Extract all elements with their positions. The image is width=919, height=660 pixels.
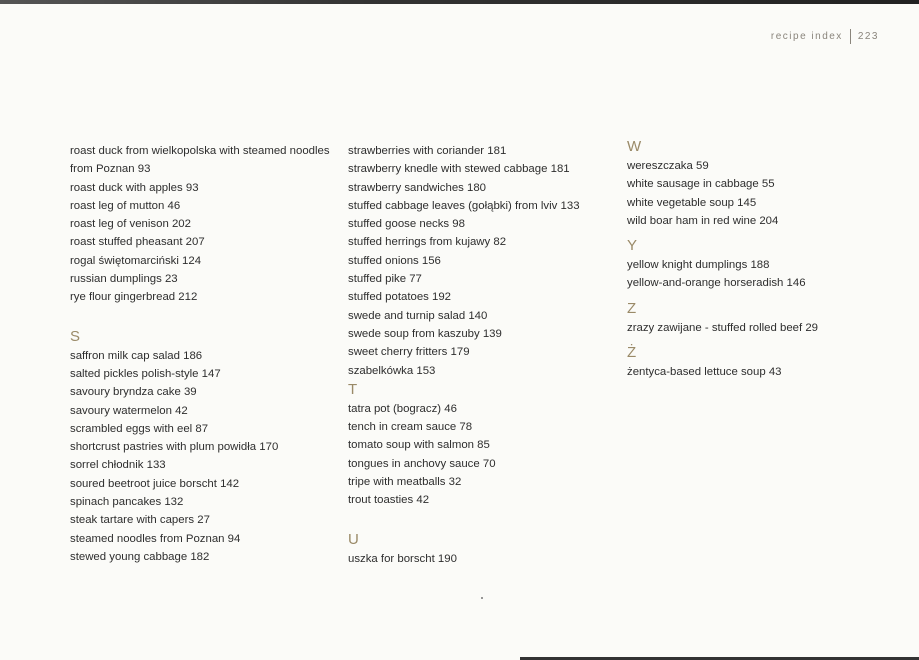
index-entry: strawberry sandwiches 180 <box>348 181 487 194</box>
index-entry: stuffed potatoes 192 <box>348 291 452 304</box>
index-entry: steak tartare with capers 27 <box>70 514 210 527</box>
header-divider <box>850 29 851 44</box>
entries-r <box>70 142 350 307</box>
letter-heading-z: Z <box>627 299 637 317</box>
spacer <box>627 230 907 234</box>
index-entry: salted pickles polish-style 147 <box>70 367 221 380</box>
entries-w <box>627 157 907 230</box>
index-entry: white vegetable soup 145 <box>627 196 757 209</box>
index-entry: szabelkówka 153 <box>348 364 436 377</box>
spacer <box>348 510 628 528</box>
index-entry: tomato soup with salmon 85 <box>348 439 490 452</box>
index-column-2 <box>348 142 628 568</box>
index-entry: roast leg of mutton 46 <box>70 199 181 212</box>
entries-z <box>627 319 907 337</box>
running-header <box>771 29 879 44</box>
index-entry: uszka for borscht 190 <box>348 552 457 565</box>
index-entry: yellow knight dumplings 188 <box>627 259 770 272</box>
index-entry: scrambled eggs with eel 87 <box>70 422 209 435</box>
speck <box>481 597 483 599</box>
index-entry: yellow-and-orange horseradish 146 <box>627 277 806 290</box>
letter-heading-w: W <box>627 138 642 155</box>
index-entry: swede and turnip salad 140 <box>348 309 488 322</box>
letter-heading-z-dot: Ż <box>627 344 637 362</box>
entries-z-dot <box>627 363 907 381</box>
entries-y <box>627 256 907 293</box>
entries-s <box>70 347 350 567</box>
index-entry: strawberry knedle with stewed cabbage 181 <box>348 163 570 176</box>
index-entry: rye flour gingerbread 212 <box>70 291 198 304</box>
index-entry: rogal świętomarciński 124 <box>70 254 202 267</box>
index-entry: roast duck from wielkopolska with steamed noodles <box>70 145 330 157</box>
index-entry: wild boar ham in red wine 204 <box>627 214 779 227</box>
page-number: 223 <box>857 31 879 42</box>
spacer <box>70 307 350 325</box>
index-entry: white sausage in cabbage 55 <box>627 178 775 191</box>
entries-t <box>348 400 628 510</box>
index-entry: strawberries with coriander 181 <box>348 145 507 157</box>
index-entry: stuffed herrings from kujawy 82 <box>348 236 507 249</box>
index-entry: savoury watermelon 42 <box>70 404 188 417</box>
letter-heading-s: S <box>70 327 81 345</box>
index-entry: stuffed pike 77 <box>348 273 422 286</box>
index-entry: spinach pancakes 132 <box>70 496 184 509</box>
index-entry: stewed young cabbage 182 <box>70 550 210 563</box>
index-entry: steamed noodles from Poznan 94 <box>70 532 241 545</box>
section-title: recipe index <box>770 31 843 42</box>
index-entry: stuffed onions 156 <box>348 254 441 267</box>
index-entry: trout toasties 42 <box>348 494 430 507</box>
index-entry: sorrel chłodnik 133 <box>70 459 166 472</box>
letter-heading-u: U <box>348 530 359 548</box>
index-column-3 <box>627 138 907 381</box>
index-entry: savoury bryndza cake 39 <box>70 386 197 399</box>
page-top-edge <box>0 0 919 4</box>
index-entry: swede soup from kaszuby 139 <box>348 327 502 340</box>
index-entry: zrazy zawijane - stuffed rolled beef 29 <box>627 321 819 334</box>
letter-heading-t: T <box>348 380 358 398</box>
index-entry: from Poznan 93 <box>70 163 151 176</box>
index-entry: shortcrust pastries with plum powidła 170 <box>70 441 279 454</box>
index-entry: tongues in anchovy sauce 70 <box>348 457 496 470</box>
index-column-1 <box>70 142 350 566</box>
index-entry: roast duck with apples 93 <box>70 181 199 194</box>
index-entry: saffron milk cap salad 186 <box>70 349 203 362</box>
index-entry: stuffed goose necks 98 <box>348 218 465 231</box>
index-entry: tench in cream sauce 78 <box>348 421 473 434</box>
index-entry: tripe with meatballs 32 <box>348 476 462 489</box>
index-entry: roast leg of venison 202 <box>70 218 191 231</box>
index-entry: tatra pot (bogracz) 46 <box>348 402 457 415</box>
index-entry: russian dumplings 23 <box>70 273 178 286</box>
spacer <box>627 293 907 297</box>
entries-u <box>348 550 628 568</box>
letter-heading-y: Y <box>627 237 638 255</box>
index-entry: stuffed cabbage leaves (gołąbki) from lviv 133 <box>348 199 580 212</box>
index-entry: wereszczaka 59 <box>627 160 709 172</box>
spacer <box>627 337 907 341</box>
index-entry: sweet cherry fritters 179 <box>348 346 470 359</box>
index-entry: roast stuffed pheasant 207 <box>70 236 205 249</box>
index-entry: żentyca-based lettuce soup 43 <box>627 366 782 379</box>
entries-s-cont <box>348 142 628 380</box>
index-entry: soured beetroot juice borscht 142 <box>70 477 240 490</box>
